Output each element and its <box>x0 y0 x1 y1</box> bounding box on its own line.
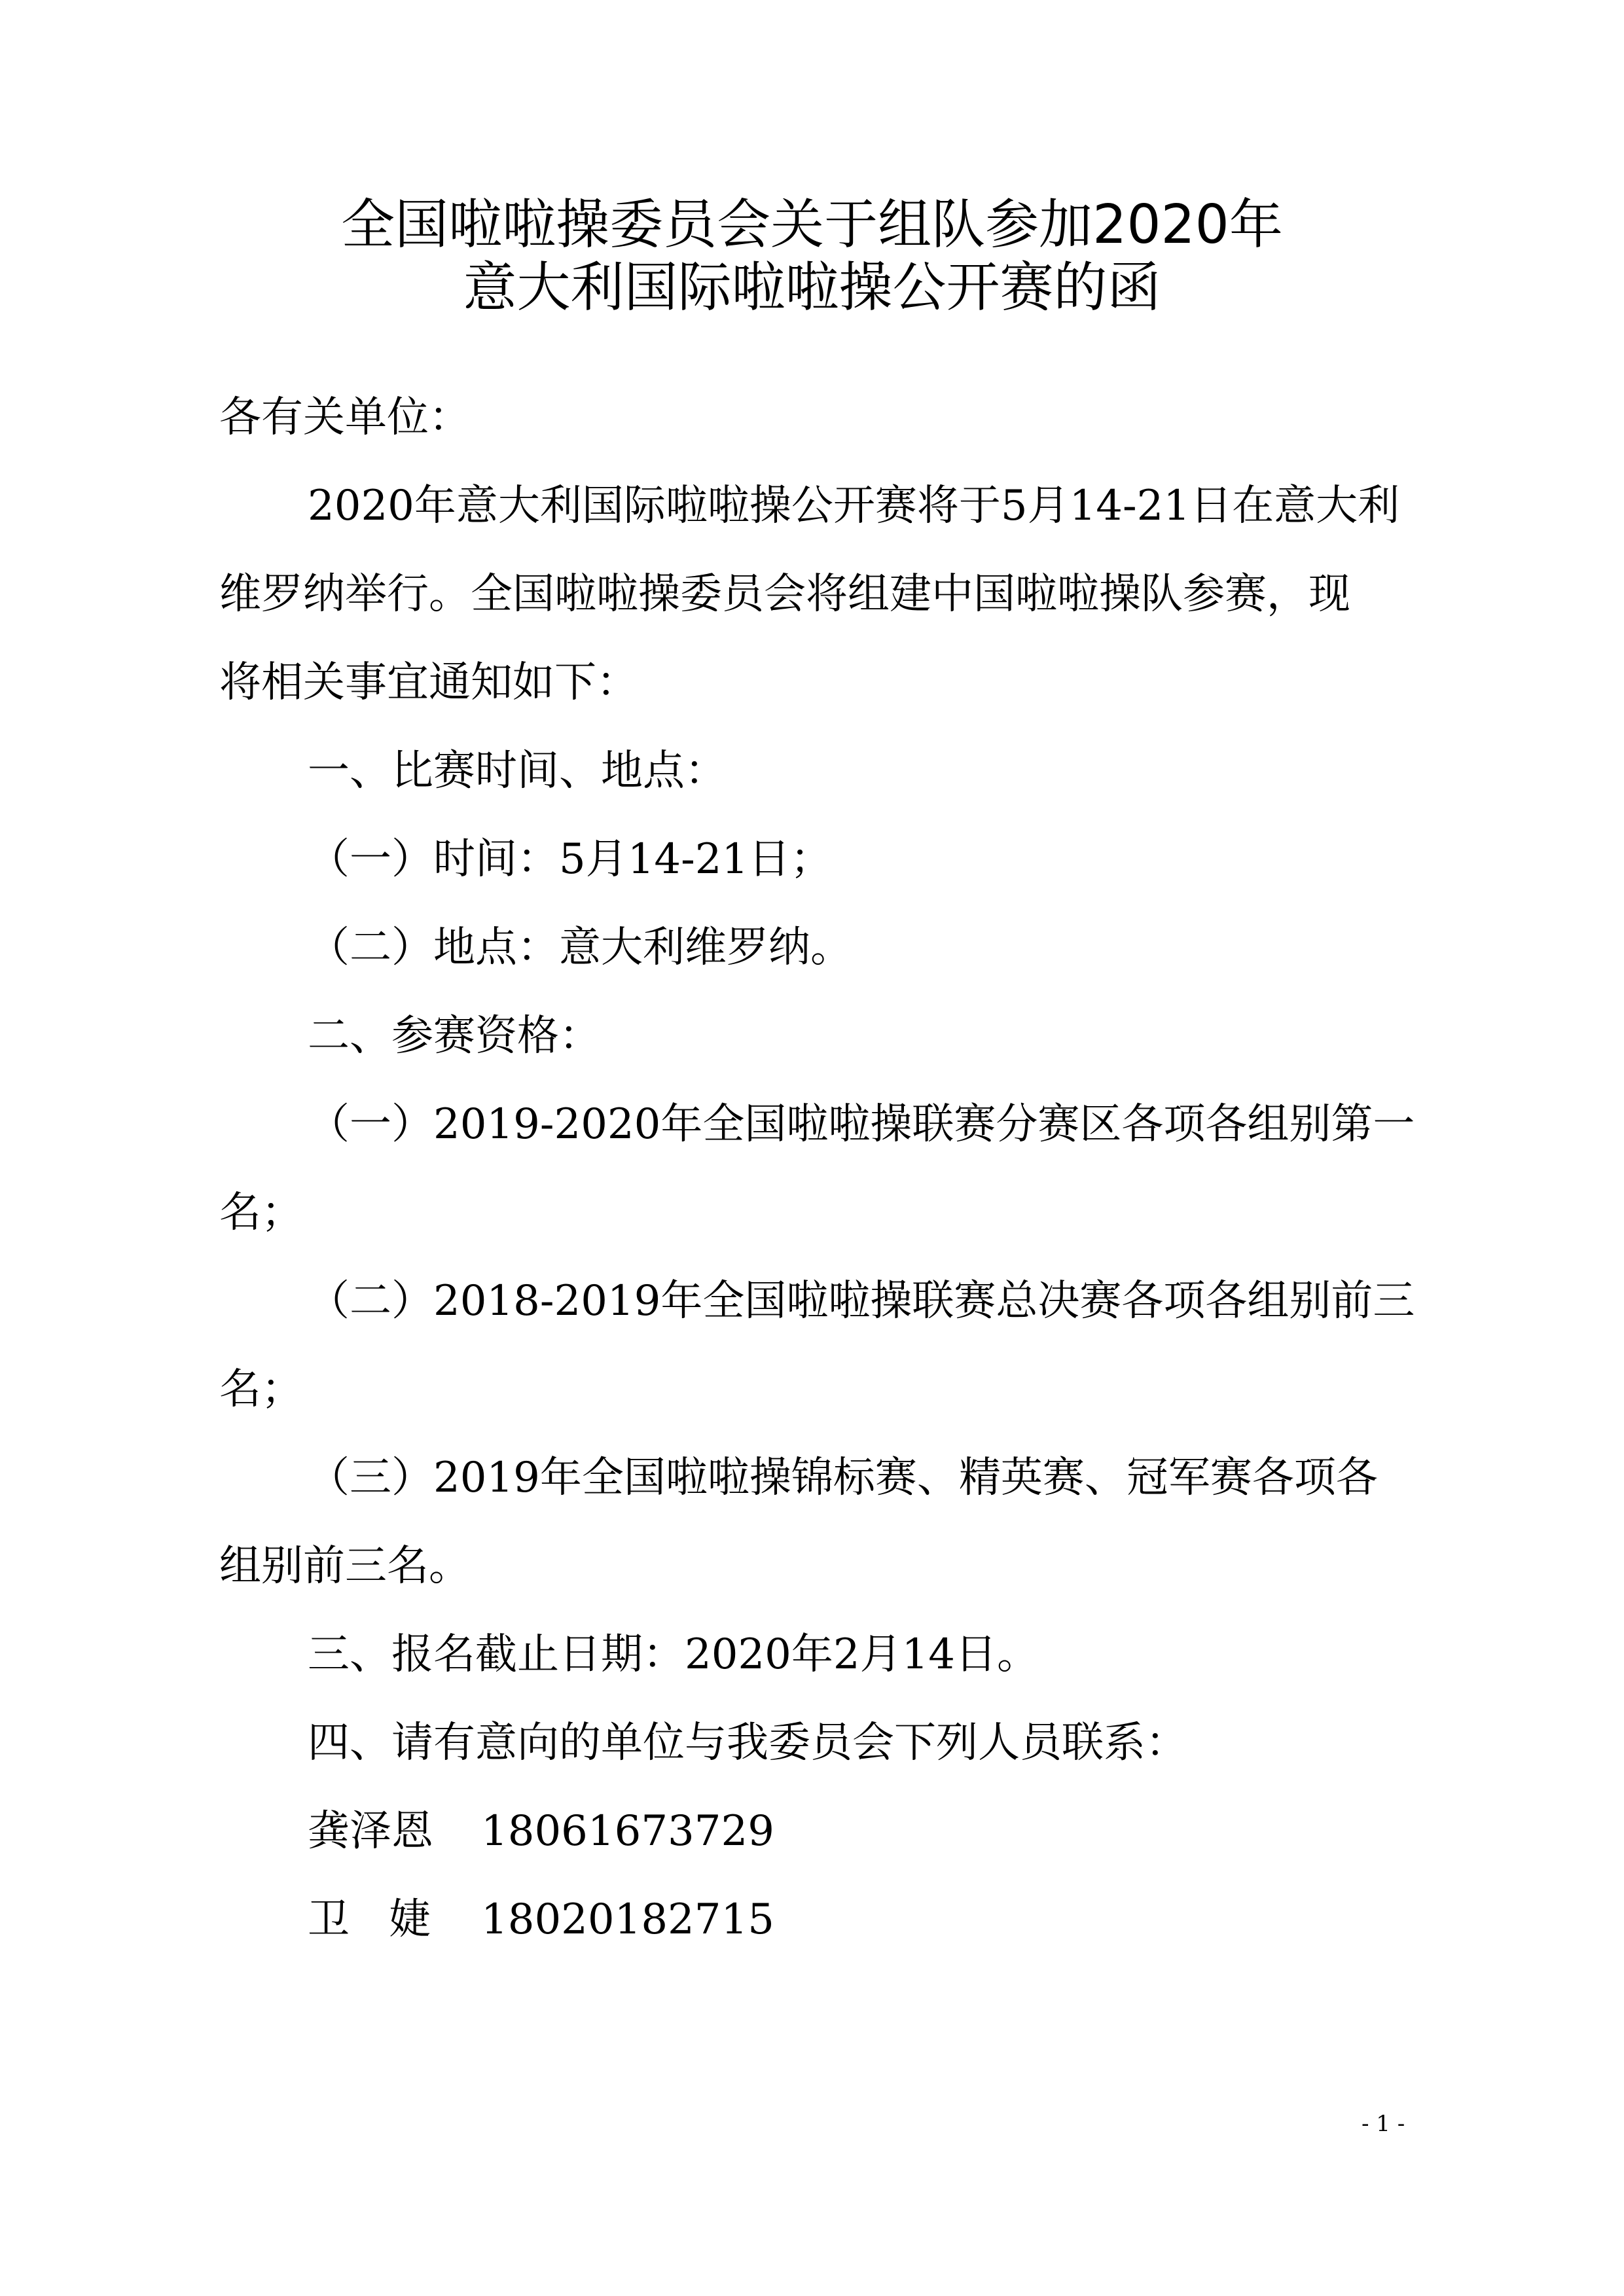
contact-name: 卫婕 <box>308 1895 470 1944</box>
section-3-heading: 三、报名截止日期：2020年2月14日。 <box>308 1630 1039 1679</box>
contact-phone: 18061673729 <box>481 1807 774 1856</box>
salutation: 各有关单位： <box>219 393 471 442</box>
contact-row <box>308 1893 774 1946</box>
section-2-item-2-line-2: 名； <box>219 1365 303 1414</box>
section-2-item-1-line-1: （一）2019-2020年全国啦啦操联赛分赛区各项各组别第一 <box>308 1100 1415 1149</box>
section-4-heading: 四、请有意向的单位与我委员会下列人员联系： <box>308 1719 1187 1767</box>
section-1-item-1: （一）时间：5月14-21日； <box>308 835 833 884</box>
section-2-heading: 二、参赛资格： <box>308 1012 601 1060</box>
section-2-item-2-line-1: （二）2018-2019年全国啦啦操联赛总决赛各项各组别前三 <box>308 1277 1415 1325</box>
contact-phone: 18020182715 <box>481 1895 774 1944</box>
document-title-line-1: 全国啦啦操委员会关于组队参加2020年 <box>341 194 1283 256</box>
section-2-item-3-line-2: 组别前三名。 <box>219 1542 471 1590</box>
section-1-heading: 一、比赛时间、地点： <box>308 747 727 795</box>
section-2-item-3-line-1: （三）2019年全国啦啦操锦标赛、精英赛、冠军赛各项各 <box>308 1454 1378 1502</box>
section-1-item-2: （二）地点：意大利维罗纳。 <box>308 924 852 972</box>
intro-line-1: 2020年意大利国际啦啦操公开赛将于5月14-21日在意大利 <box>308 482 1400 530</box>
intro-line-2: 维罗纳举行。全国啦啦操委员会将组建中国啦啦操队参赛，现 <box>219 570 1350 619</box>
intro-line-3: 将相关事宜通知如下： <box>219 658 638 707</box>
section-2-item-1-line-2: 名； <box>219 1189 303 1237</box>
contact-row <box>308 1805 774 1857</box>
contact-name: 龚泽恩 <box>308 1807 433 1856</box>
document-title-line-2: 意大利国际啦啦操公开赛的函 <box>463 257 1161 319</box>
page-number: - 1 - <box>1362 2111 1405 2137</box>
